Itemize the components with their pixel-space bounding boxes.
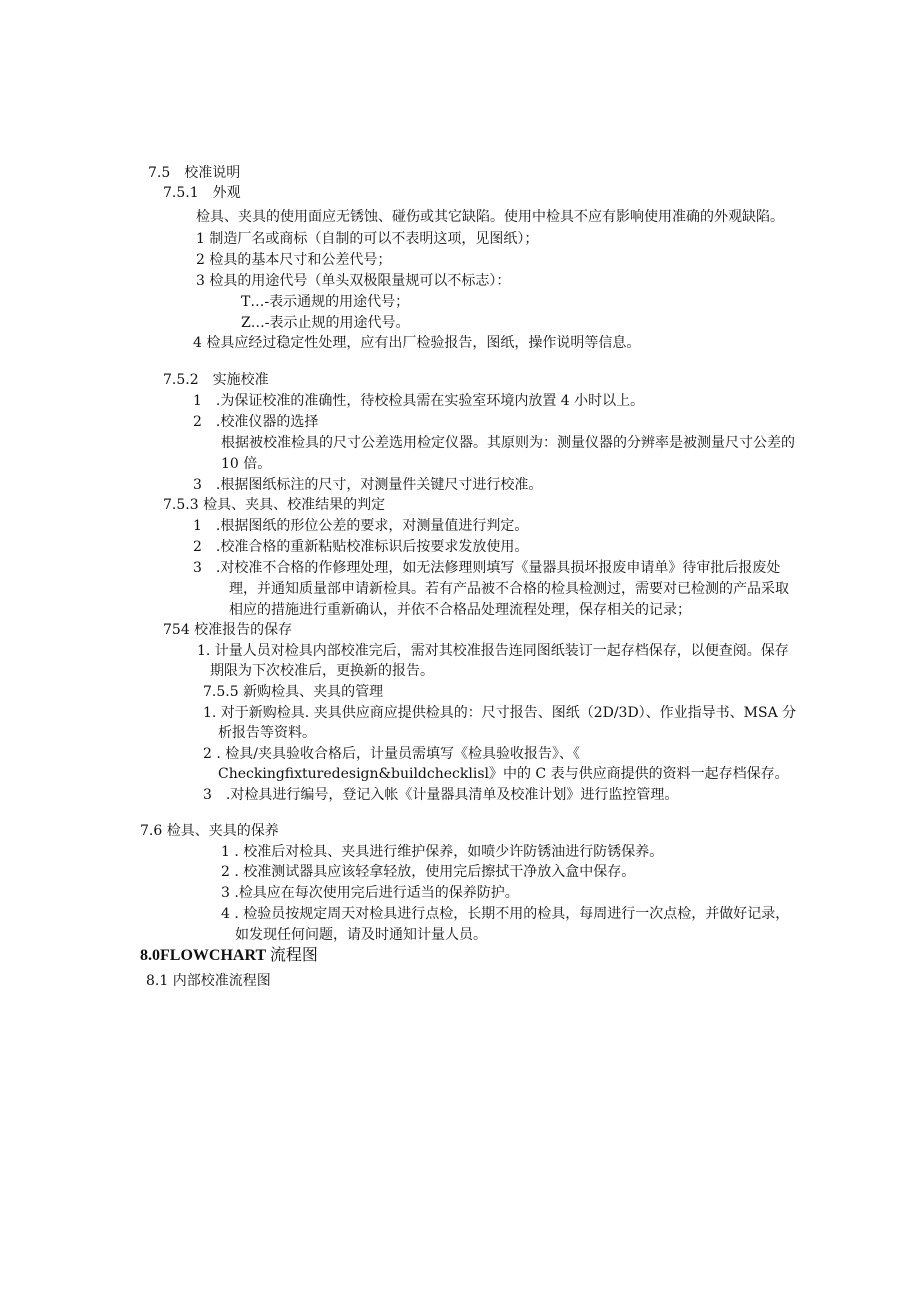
list-item: 4 . 检验员按规定周天对检具进行点检，长期不用的检具，每周进行一次点检，并做好记录， bbox=[221, 906, 790, 922]
list-item-continuation: Checkingfixturedesign&buildchecklisl》中的 C 表与供应商提供的资料一起存档保存。 bbox=[218, 766, 789, 782]
section-7-5-2-title: 7.5.2 实施校准 bbox=[163, 372, 269, 388]
list-item: 2 . 校准测试器具应该轻拿轻放，使用完后擦拭干净放入盒中保存。 bbox=[221, 864, 636, 880]
list-item-continuation: 如发现任何问题，请及时通知计量人员。 bbox=[235, 927, 487, 943]
section-7-5-4-title: 754 校准报告的保存 bbox=[163, 622, 293, 638]
section-7-5-title: 7.5 校准说明 bbox=[148, 165, 241, 181]
list-item-continuation: 相应的措施进行重新确认，并依不合格品处理流程处理，保存相关的记录； bbox=[229, 602, 691, 618]
list-item: 4 检具应经过稳定性处理，应有出厂检验报告，图纸，操作说明等信息。 bbox=[193, 335, 641, 351]
list-item: 1 .为保证校准的准确性，待校检具需在实验室环境内放置 4 小时以上。 bbox=[193, 393, 645, 409]
section-8-0-title-zh: 流程图 bbox=[269, 947, 318, 964]
list-item-continuation: 理，并通知质量部申请新检具。若有产品被不合格的检具检测过，需要对已检测的产品采取 bbox=[229, 581, 789, 597]
section-7-6-title: 7.6 检具、夹具的保养 bbox=[140, 823, 279, 839]
paragraph: 根据被校准检具的尺寸公差选用检定仪器。其原则为：测量仪器的分辨率是被测量尺寸公差的 bbox=[221, 435, 795, 451]
list-item: 3 检具的用途代号（单头双极限量规可以不标志）： bbox=[196, 273, 511, 289]
section-7-5-3-title: 7.5.3 检具、夹具、校准结果的判定 bbox=[163, 497, 386, 513]
section-7-5-1-title: 7.5.1 外观 bbox=[163, 185, 241, 201]
list-item: 1. 对于新购检具. 夹具供应商应提供检具的：尺寸报告、图纸（2D/3D）、作业指导书、MSA 分 bbox=[203, 705, 797, 721]
section-8-1-title: 8.1 内部校准流程图 bbox=[146, 973, 271, 989]
section-8-0-title bbox=[140, 946, 318, 966]
list-item: 3 .对检具进行编号，登记入帐《计量器具清单及校准计划》进行监控管理。 bbox=[203, 787, 679, 803]
list-subitem: Z…-表示止规的用途代号。 bbox=[241, 315, 410, 331]
list-item: 1. 计量人员对检具内部校准完后，需对其校准报告连同图纸装订一起存档保存，以便查阅。保存 bbox=[197, 643, 789, 659]
list-item: 1 . 校准后对检具、夹具进行维护保养，如喷少许防锈油进行防锈保养。 bbox=[221, 844, 664, 860]
list-item-continuation: 析报告等资料。 bbox=[218, 725, 316, 741]
list-item: 1 制造厂名或商标（自制的可以不表明这项，见图纸）； bbox=[196, 231, 539, 247]
list-item: 2 .校准仪器的选择 bbox=[193, 414, 319, 430]
list-item: 3 .检具应在每次使用完后进行适当的保养防护。 bbox=[221, 885, 519, 901]
list-item: 2 .校准合格的重新粘贴校准标识后按要求发放使用。 bbox=[193, 539, 529, 555]
paragraph: 检具、夹具的使用面应无锈蚀、碰伤或其它缺陷。使用中检具不应有影响使用准确的外观缺陷。 bbox=[196, 209, 784, 225]
section-8-0-title-en: 8.0FLOWCHART bbox=[140, 947, 266, 964]
list-item: 3 .根据图纸标注的尺寸，对测量件关键尺寸进行校准。 bbox=[193, 477, 543, 493]
list-item: 3 .对校准不合格的作修理处理，如无法修理则填写《量器具损坏报废申请单》待审批后报废处 bbox=[193, 560, 781, 576]
section-7-5-5-title: 7.5.5 新购检具、夹具的管理 bbox=[203, 684, 384, 700]
list-item: 2 . 检具/夹具验收合格后，计量员需填写《检具验收报告》、《 bbox=[203, 746, 580, 762]
list-item: 1 .根据图纸的形位公差的要求，对测量值进行判定。 bbox=[193, 518, 529, 534]
list-subitem: T…-表示通规的用途代号； bbox=[241, 294, 410, 310]
list-item: 2 检具的基本尺寸和公差代号； bbox=[196, 252, 392, 268]
paragraph: 10 倍。 bbox=[221, 456, 272, 472]
list-item-continuation: 期限为下次校准后，更换新的报告。 bbox=[210, 663, 434, 679]
